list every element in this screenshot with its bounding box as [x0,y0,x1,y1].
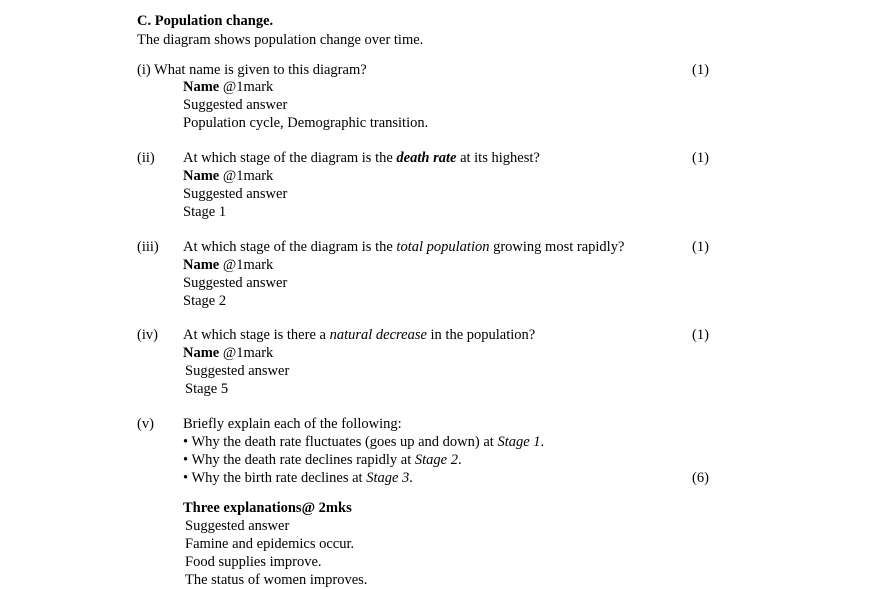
bullet-item [183,469,544,487]
question-3-marks: (1) [692,239,709,255]
bullet-end: . [540,434,545,450]
answer-line: Food supplies improve. [185,554,322,570]
question-3-text [183,238,624,256]
section-intro: The diagram shows population change over time. [137,32,424,48]
question-4-name-line [183,344,289,362]
bullet-item [183,433,544,451]
bullet-emphasis: Stage 1 [497,434,541,450]
question-3-text-pre: At which stage of the diagram is the [183,239,397,255]
question-1-answer-block [183,78,428,132]
question-3-emphasis: total population [396,239,490,255]
suggested-answer-label: Suggested answer [183,186,288,202]
question-3-number: (iii) [137,239,159,255]
name-label: Name [183,79,220,95]
suggested-answer-label: Suggested answer [183,97,288,113]
question-4-text-pre: At which stage is there a [183,327,330,343]
question-4-emphasis: natural decrease [329,327,427,343]
question-4-answer-block [183,344,289,398]
question-3-name-line [183,256,287,274]
question-3-answer-block [183,256,287,310]
question-2-text [183,149,540,167]
name-label: Name [183,257,220,273]
bullet-end: . [457,452,462,468]
question-2-marks: (1) [692,150,709,166]
question-1-marks: (1) [692,62,709,78]
question-5-answer-block [183,517,367,589]
question-2-answer: Stage 1 [183,204,227,220]
question-4-marks: (1) [692,327,709,343]
question-5-bullets [183,433,544,487]
bullet-text: • Why the death rate fluctuates (goes up and down) at [183,434,498,450]
question-2-emphasis: death rate [396,150,457,166]
question-1-text: (i) What name is given to this diagram? [137,62,367,78]
question-4-number: (iv) [137,327,158,343]
question-2-text-pre: At which stage of the diagram is the [183,150,397,166]
question-2-name-line [183,167,287,185]
question-2-answer-block [183,167,287,221]
question-5-text: Briefly explain each of the following: [183,416,402,432]
mark-allocation: @1mark [219,257,274,273]
name-label: Name [183,168,220,184]
question-2-text-post: at its highest? [456,150,540,166]
question-2-number: (ii) [137,150,155,166]
question-4-text [183,326,535,344]
question-5-number: (v) [137,416,154,432]
question-5-heading: Three explanations@ 2mks [183,500,352,516]
suggested-answer-label: Suggested answer [183,275,288,291]
bullet-emphasis: Stage 3 [366,470,410,486]
section-title: C. Population change. [137,13,274,29]
bullet-emphasis: Stage 2 [414,452,458,468]
answer-line: The status of women improves. [185,572,368,588]
question-3-text-post: growing most rapidly? [489,239,625,255]
question-4-answer: Stage 5 [185,381,229,397]
bullet-end: . [409,470,413,486]
answer-line: Famine and epidemics occur. [185,536,355,552]
mark-allocation: @1mark [219,79,274,95]
question-1-name-line [183,78,428,96]
bullet-item [183,451,544,469]
suggested-answer-label: Suggested answer [185,363,290,379]
bullet-text: • Why the birth rate declines at [183,470,367,486]
bullet-text: • Why the death rate declines rapidly at [183,452,415,468]
name-label: Name [183,345,220,361]
suggested-answer-label: Suggested answer [185,518,290,534]
mark-allocation: @1mark [219,168,274,184]
question-5-marks: (6) [692,470,709,486]
question-1-answer: Population cycle, Demographic transition. [183,115,429,131]
question-4-text-post: in the population? [426,327,536,343]
question-3-answer: Stage 2 [183,293,227,309]
mark-allocation: @1mark [219,345,274,361]
